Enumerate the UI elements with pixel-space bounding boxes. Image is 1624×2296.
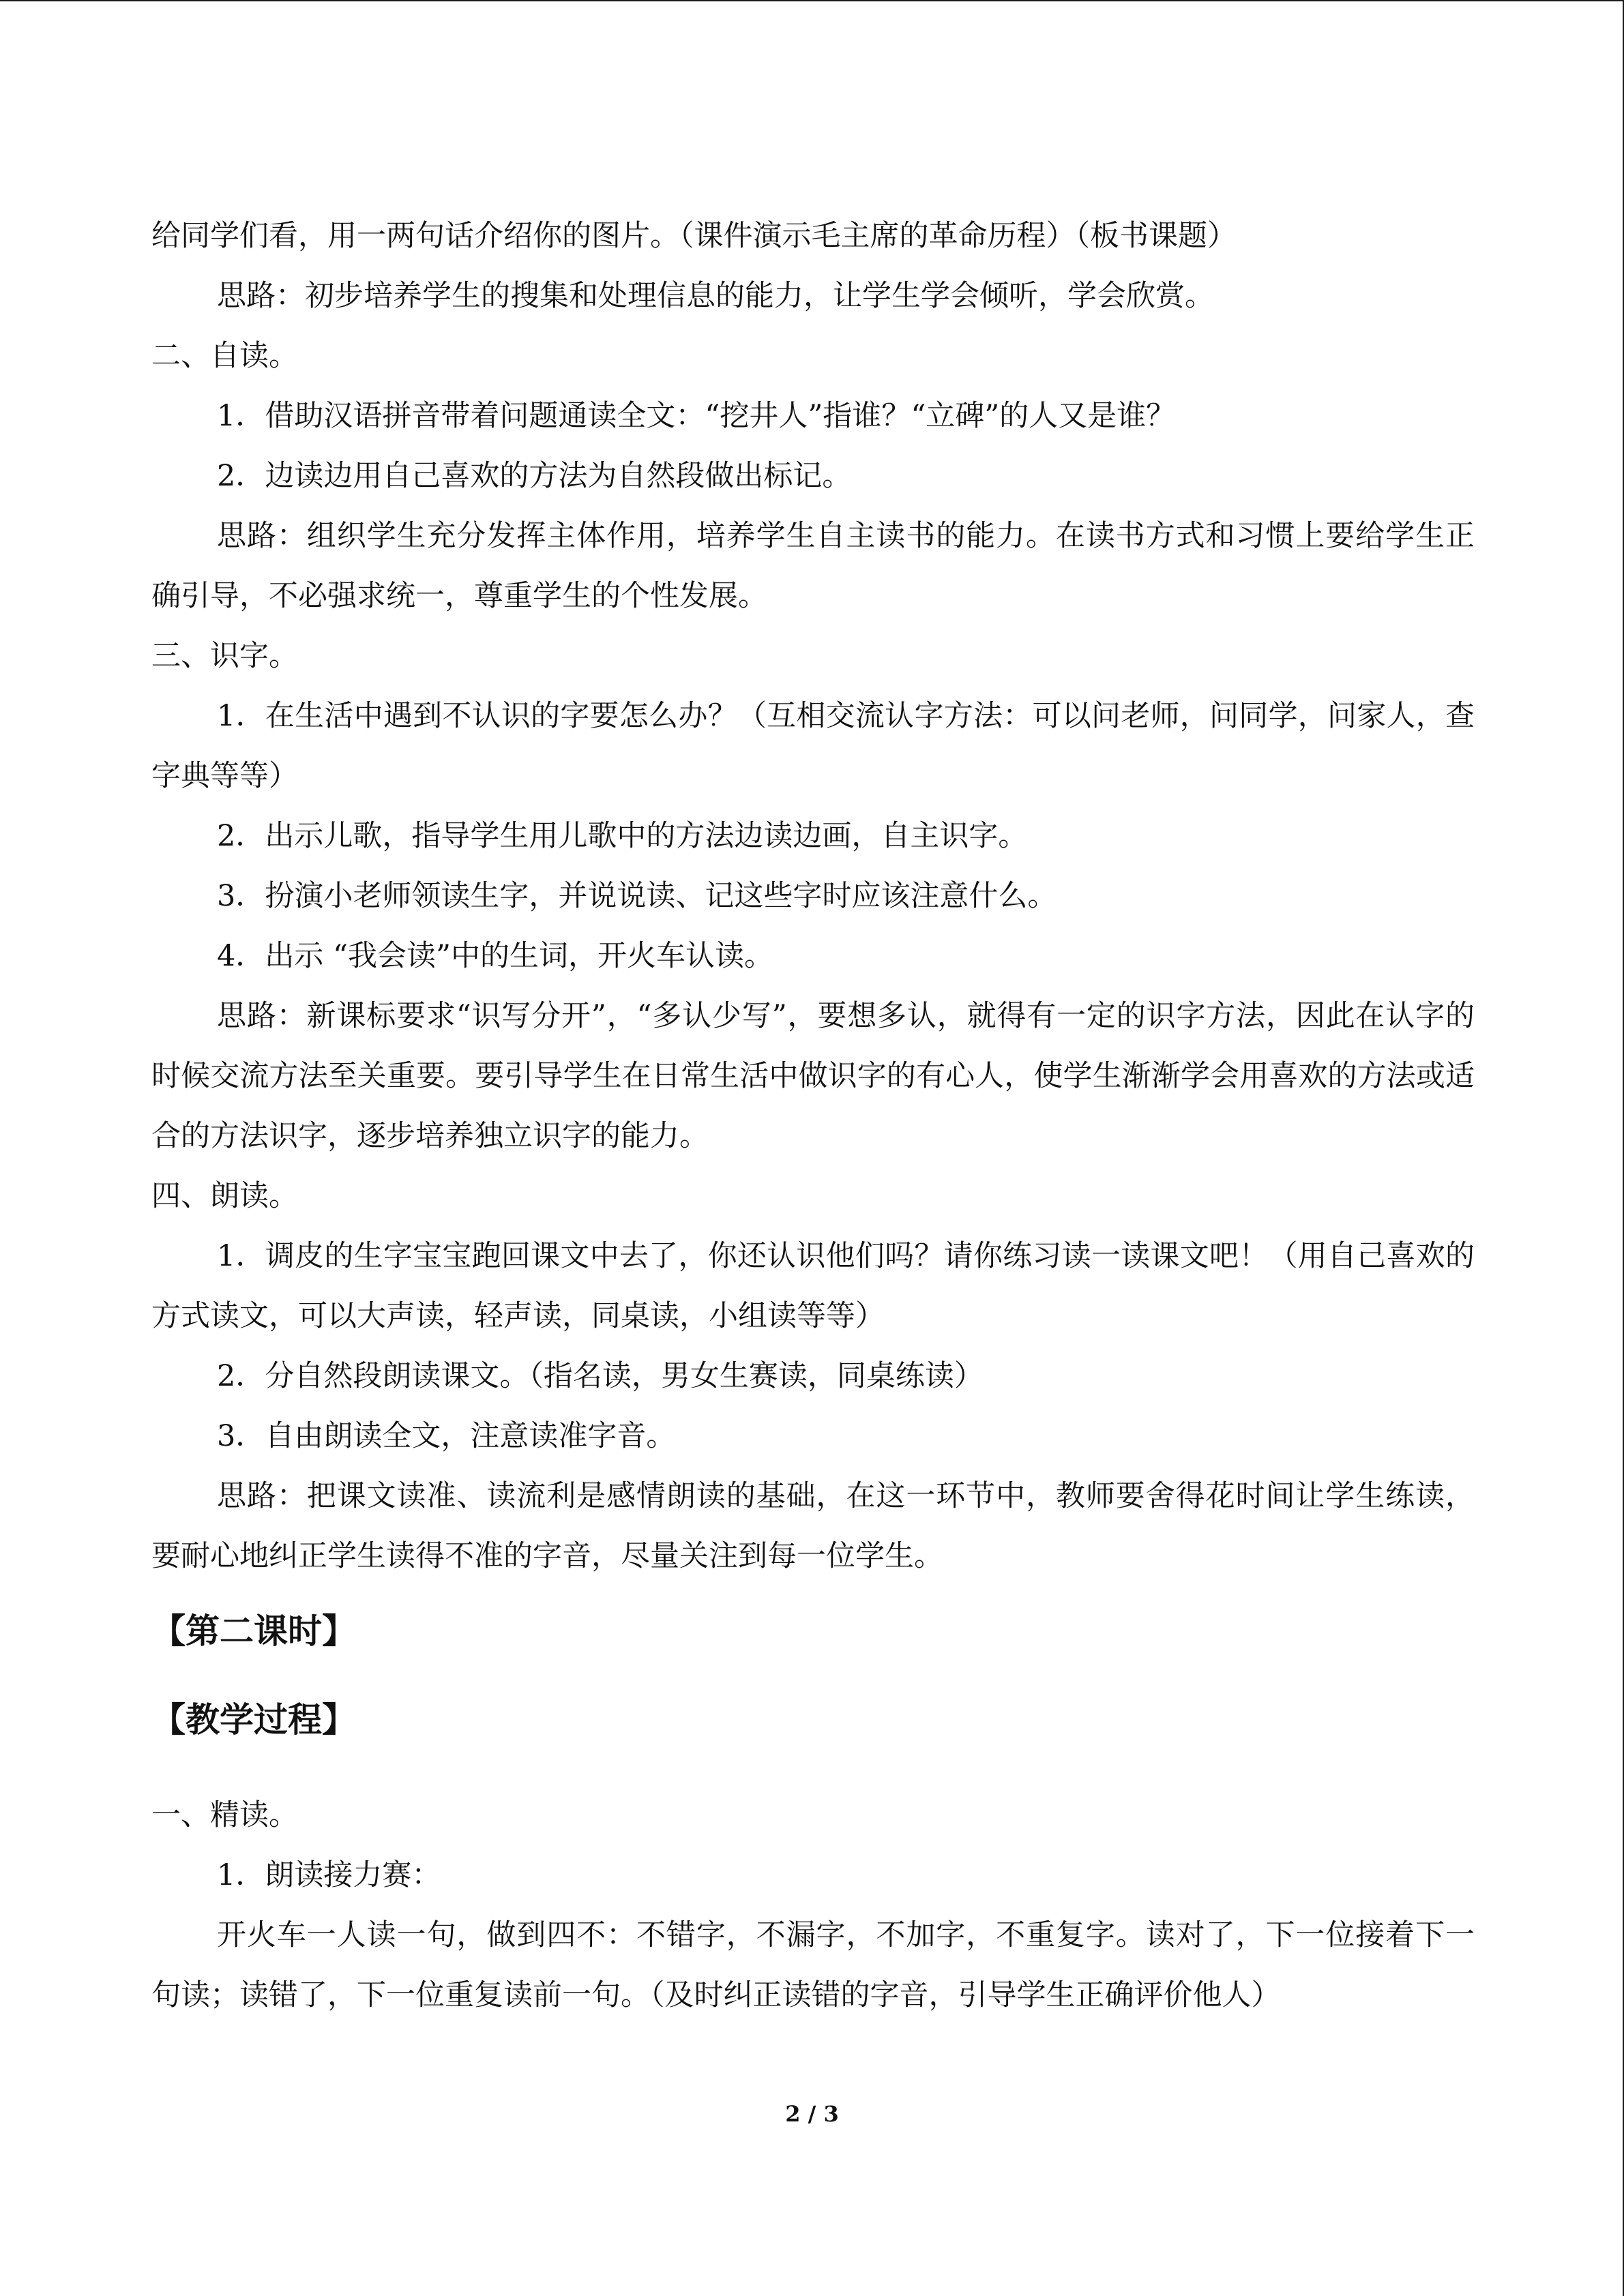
paragraph: 四、朗读。 xyxy=(151,1179,298,1213)
paragraph: 2．边读边用自己喜欢的方法为自然段做出标记。 xyxy=(217,459,852,493)
paragraph: 三、识字。 xyxy=(151,639,298,673)
paragraph: 给同学们看，用一两句话介绍你的图片。（课件演示毛主席的革命历程）（板书课题） xyxy=(151,219,1237,253)
paragraph: 一、精读。 xyxy=(151,1798,298,1832)
paragraph: 思路：新课标要求“识写分开”，“多认少写”，要想多认，就得有一定的识字方法，因此在认字的时候交流方法至关重要。要引导学生在日常生活中做识字的有心人，使学生渐渐学会用喜欢的方法或适合的方法识字，逐步培养独立识字的能力。 xyxy=(151,999,1475,1153)
paragraph: 思路：组织学生充分发挥主体作用，培养学生自主读书的能力。在读书方式和习惯上要给学生正确引导，不必强求统一，尊重学生的个性发展。 xyxy=(151,519,1475,613)
section-heading-second-lesson: 【第二课时】 xyxy=(151,1611,356,1651)
paragraph: 思路：把课文读准、读流利是感情朗读的基础，在这一环节中，教师要舍得花时间让学生练读，要耐心地纠正学生读得不准的字音，尽量关注到每一位学生。 xyxy=(151,1479,1475,1573)
paragraph: 4．出示 “我会读”中的生词，开火车认读。 xyxy=(217,939,773,973)
page-number: 2 / 3 xyxy=(785,2101,839,2127)
paragraph: 1．借助汉语拼音带着问题通读全文：“挖井人”指谁？“立碑”的人又是谁？ xyxy=(217,399,1176,433)
paragraph-group-second-lesson xyxy=(151,1785,1475,2025)
paragraph: 2．出示儿歌，指导学生用儿歌中的方法边读边画，自主识字。 xyxy=(217,819,1028,853)
paragraph: 3．自由朗读全文，注意读准字音。 xyxy=(217,1419,676,1453)
paragraph: 1．调皮的生字宝宝跑回课文中去了，你还认识他们吗？请你练习读一读课文吧！（用自己喜欢的方式读文，可以大声读，轻声读，同桌读，小组读等等） xyxy=(151,1239,1475,1333)
section-heading-teaching-process: 【教学过程】 xyxy=(151,1700,356,1740)
paragraph: 1．朗读接力赛： xyxy=(217,1858,441,1892)
paragraph: 3．扮演小老师领读生字，并说说读、记这些字时应该注意什么。 xyxy=(217,879,1057,913)
paragraph: 二、自读。 xyxy=(151,339,298,373)
document-body xyxy=(151,206,1475,2025)
paragraph-group-first-lesson xyxy=(151,206,1475,1586)
paragraph: 开火车一人读一句，做到四不：不错字，不漏字，不加字，不重复字。读对了，下一位接着下一句读；读错了，下一位重复读前一句。（及时纠正读错的字音，引导学生正确评价他人） xyxy=(151,1918,1475,2012)
paragraph: 2．分自然段朗读课文。（指名读，男女生赛读，同桌练读） xyxy=(217,1359,984,1393)
paragraph: 1．在生活中遇到不认识的字要怎么办？（互相交流认字方法：可以问老师，问同学，问家人，查字典等等） xyxy=(151,699,1475,793)
paragraph: 思路：初步培养学生的搜集和处理信息的能力，让学生学会倾听，学会欣赏。 xyxy=(217,279,1214,313)
